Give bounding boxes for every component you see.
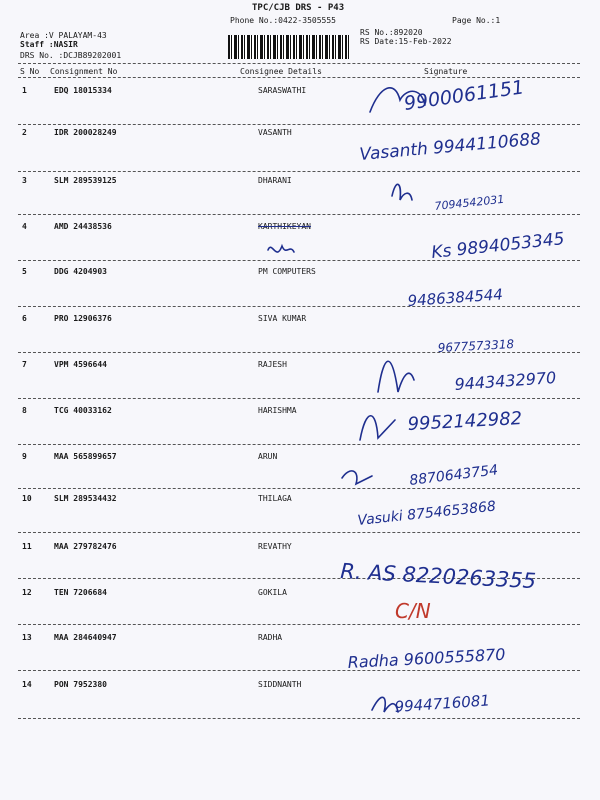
- row-signature: 7094542031: [433, 192, 505, 213]
- row-consignment: MAA 565899657: [54, 452, 117, 461]
- row-sno: 14: [22, 680, 32, 689]
- column-signature: Signature: [424, 67, 468, 76]
- signature-scribble: [392, 184, 412, 200]
- row-consignment: PON 7952380: [54, 680, 107, 689]
- row-consignment: TCG 40033162: [54, 406, 112, 415]
- row-sno: 13: [22, 633, 32, 642]
- row-sno: 5: [22, 267, 27, 276]
- row-consignment: AMD 24438536: [54, 222, 112, 231]
- row-consignment: SLM 289539125: [54, 176, 117, 185]
- row-sno: 11: [22, 542, 32, 551]
- signature-scribble: [342, 471, 372, 484]
- row-consignee: RAJESH: [258, 360, 287, 369]
- row-sno: 10: [22, 494, 32, 503]
- signature-scribble: [268, 246, 294, 252]
- column-sno: S No: [20, 67, 40, 76]
- row-sno: 4: [22, 222, 27, 231]
- signature-scribble: [360, 416, 395, 440]
- row-signature: 9900061151: [402, 76, 526, 115]
- row-consignee: REVATHY: [258, 542, 292, 551]
- row-sno: 7: [22, 360, 27, 369]
- row-consignment: TEN 7206684: [54, 588, 107, 597]
- row-consignment: DDG 4204903: [54, 267, 107, 276]
- row-signature: 9952142982: [407, 408, 523, 435]
- row-consignee: THILAGA: [258, 494, 292, 503]
- row-signature: Radha 9600555870: [347, 644, 506, 672]
- row-sno: 2: [22, 128, 27, 137]
- row-consignee: VASANTH: [258, 128, 292, 137]
- row-consignment: MAA 279782476: [54, 542, 117, 551]
- row-consignee: GOKILA: [258, 588, 287, 597]
- row-signature: C/N: [395, 599, 431, 623]
- row-consignment: MAA 284640947: [54, 633, 117, 642]
- staff-label: Staff :NASIR: [20, 40, 78, 49]
- column-consignee: Consignee Details: [240, 67, 322, 76]
- row-consignee: KARTHIKEYAN: [258, 222, 311, 231]
- row-signature: 9677573318: [437, 337, 515, 355]
- row-consignee: SARASWATHI: [258, 86, 307, 95]
- row-signature: 9486384544: [407, 285, 504, 310]
- row-consignment: IDR 200028249: [54, 128, 117, 137]
- page-number: Page No.:1: [452, 16, 501, 25]
- row-consignee: HARISHMA: [258, 406, 297, 415]
- row-consignment: EDQ 18015334: [54, 86, 112, 95]
- row-sno: 6: [22, 314, 27, 323]
- row-sno: 8: [22, 406, 27, 415]
- row-consignment: PRO 12906376: [54, 314, 112, 323]
- row-signature: Vasuki 8754653868: [356, 498, 497, 529]
- row-sno: 9: [22, 452, 27, 461]
- row-consignee: DHARANI: [258, 176, 292, 185]
- row-signature: Vasanth 9944110688: [358, 129, 542, 165]
- row-sno: 3: [22, 176, 27, 185]
- row-consignee: SIVA KUMAR: [258, 314, 307, 323]
- row-signature: 8870643754: [408, 462, 499, 489]
- rs-date: RS Date:15-Feb-2022: [360, 37, 452, 46]
- row-consignment: VPM 4596644: [54, 360, 107, 369]
- row-signature: R. AS 8220263355: [339, 559, 537, 594]
- row-consignee: SIDDNANTH: [258, 680, 302, 689]
- row-consignee: ARUN: [258, 452, 278, 461]
- rs-number: RS No.:892020: [360, 28, 423, 37]
- row-sno: 1: [22, 86, 27, 95]
- row-consignee: RADHA: [258, 633, 283, 642]
- row-signature: Ks 9894053345: [430, 229, 566, 263]
- row-consignee: PM COMPUTERS: [258, 267, 316, 276]
- row-signature: 9443432970: [453, 367, 557, 394]
- column-consignment: Consignment No: [50, 67, 118, 76]
- phone-number: Phone No.:0422-3505555: [230, 16, 336, 25]
- signature-scribble: [378, 361, 414, 392]
- area-label: Area :V PALAYAM-43: [20, 31, 107, 40]
- row-sno: 12: [22, 588, 32, 597]
- drs-number: DRS No. :DCJB89202001: [20, 51, 122, 60]
- drs-title: TPC/CJB DRS - P43: [252, 3, 345, 13]
- row-signature: 9944716081: [394, 691, 491, 716]
- row-consignment: SLM 289534432: [54, 494, 117, 503]
